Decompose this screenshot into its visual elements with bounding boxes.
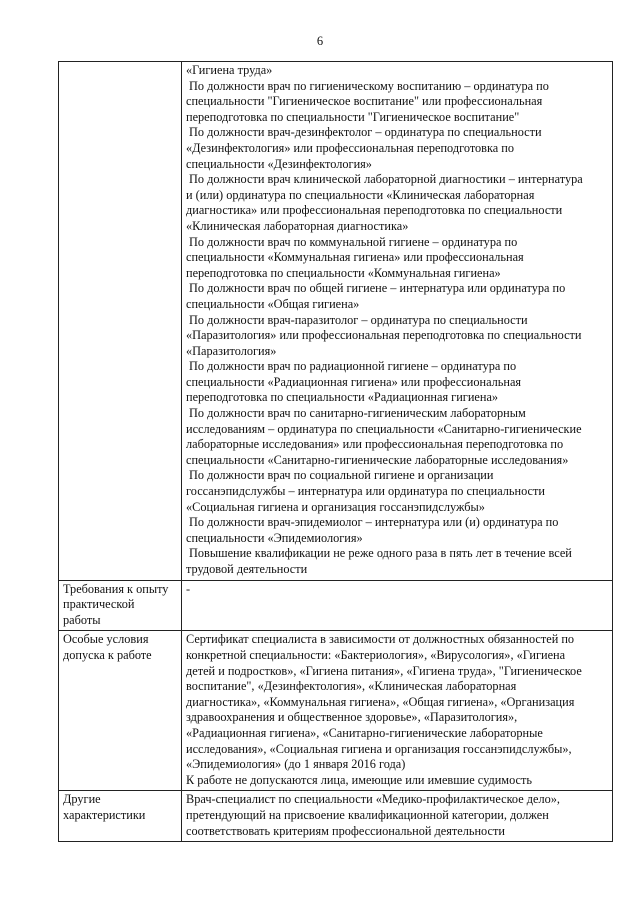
- table-row-other: [59, 791, 613, 842]
- label-line: Особые условия: [63, 632, 149, 647]
- text-line: специальности «Радиационная гигиена» или профессиональная: [186, 374, 522, 389]
- experience-value: -: [186, 581, 191, 596]
- text-line: По должности врач по санитарно-гигиеническим лабораторным: [189, 406, 526, 421]
- text-line: диагностика» или профессиональная переподготовка по специальности: [186, 203, 563, 218]
- row-label-empty: [59, 62, 182, 581]
- label-line: Требования к опыту: [63, 581, 169, 596]
- label-line: практической: [63, 597, 135, 612]
- text-line: «Гигиена труда»: [186, 63, 273, 77]
- text-line: переподготовка по специальности «Коммунальная гигиена»: [186, 265, 501, 280]
- text-line: здравоохранения и общественное здоровье», «Паразитология»,: [186, 710, 518, 725]
- education-requirements-cell: [182, 62, 613, 581]
- text-line: переподготовка по специальности "Гигиеническое воспитание": [186, 109, 520, 124]
- text-line: госсанэпидслужбы – интернатура или ординатура по специальности: [186, 484, 545, 499]
- text-line: По должности врач-эпидемиолог – интернатура или (и) ординатура по: [189, 515, 559, 530]
- table-row-special-conditions: [59, 631, 613, 791]
- label-line: работы: [63, 612, 101, 627]
- text-line: специальности «Санитарно-гигиенические лабораторные исследования»: [186, 452, 569, 467]
- text-line: «Дезинфектология» или профессиональная переподготовка по: [186, 140, 515, 155]
- text-line: По должности врач по коммунальной гигиене – ординатура по: [189, 234, 518, 249]
- text-line: специальности «Дезинфектология»: [186, 156, 372, 171]
- text-line: трудовой деятельности: [186, 562, 308, 576]
- label-line: характеристики: [63, 807, 146, 822]
- text-line: «Социальная гигиена и организация госсанэпидслужбы»: [186, 499, 485, 514]
- page-number: 6: [316, 34, 324, 48]
- text-line: По должности врач по общей гигиене – интернатура или ординатура по: [189, 281, 566, 296]
- text-line: «Радиационная гигиена», «Санитарно-гигиенические лабораторные: [186, 725, 543, 740]
- text-line: соответствовать критериям профессиональной деятельности: [186, 823, 505, 838]
- text-line: «Клиническая лабораторная диагностика»: [186, 218, 409, 233]
- label-line: допуска к работе: [63, 647, 152, 662]
- text-line: По должности врач-дезинфектолог – ординатура по специальности: [189, 125, 542, 140]
- text-line: претендующий на присвоение квалификационной категории, должен: [186, 807, 549, 822]
- row-label-other: [59, 791, 182, 842]
- text-line: переподготовка по специальности «Радиационная гигиена»: [186, 390, 499, 405]
- text-line: «Паразитология» или профессиональная переподготовка по специальности: [186, 328, 582, 343]
- text-line: исследования», «Социальная гигиена и организация госсанэпидслужбы»,: [186, 741, 572, 756]
- text-line: К работе не допускаются лица, имеющие или имевшие судимость: [186, 772, 532, 787]
- text-line: исследованиям – ординатура по специальности «Санитарно-гигиенические: [186, 421, 582, 436]
- text-line: диагностика», «Коммунальная гигиена», «Общая гигиена», «Организация: [186, 694, 575, 709]
- row-label-experience: [59, 580, 182, 631]
- text-line: Врач-специалист по специальности «Медико-профилактическое дело»,: [186, 792, 560, 807]
- text-line: специальности «Эпидемиология»: [186, 530, 363, 545]
- text-line: «Эпидемиология» (до 1 января 2016 года): [186, 757, 406, 772]
- text-line: По должности врач клинической лабораторной диагностики – интернатура: [189, 172, 583, 187]
- text-line: По должности врач по гигиеническому воспитанию – ординатура по: [189, 78, 549, 93]
- text-line: Сертификат специалиста в зависимости от должностных обязанностей по: [186, 632, 575, 647]
- text-line: конкретной специальности: «Бактериология», «Вирусология», «Гигиена: [186, 647, 566, 662]
- text-line: и (или) ординатура по специальности «Клиническая лабораторная: [186, 187, 535, 202]
- label-line: Другие: [63, 792, 101, 807]
- text-line: «Паразитология»: [186, 343, 277, 358]
- text-line: детей и подростков», «Гигиена питания», «Гигиена труда», "Гигиеническое: [186, 663, 582, 678]
- text-line: По должности врач-паразитолог – ординатура по специальности: [189, 312, 528, 327]
- text-line: воспитание", «Дезинфектология», «Клиническая лабораторная: [186, 679, 517, 694]
- text-line: По должности врач по радиационной гигиене – ординатура по: [189, 359, 517, 374]
- text-line: специальности «Коммунальная гигиена» или профессиональная: [186, 250, 524, 265]
- row-label-special-conditions: [59, 631, 182, 791]
- text-line: лабораторные исследования» или профессиональная переподготовка по: [186, 437, 564, 452]
- text-line: Повышение квалификации не реже одного раза в пять лет в течение всей: [189, 546, 572, 561]
- experience-value-cell: [182, 580, 613, 631]
- special-conditions-cell: [182, 631, 613, 791]
- text-line: По должности врач по социальной гигиене и организации: [189, 468, 494, 483]
- table-row-continuation: [59, 62, 613, 581]
- requirements-table: [58, 61, 613, 842]
- text-line: специальности "Гигиеническое воспитание" или профессиональная: [186, 94, 543, 109]
- text-line: специальности «Общая гигиена»: [186, 296, 360, 311]
- table-row-experience: [59, 580, 613, 631]
- other-characteristics-cell: [182, 791, 613, 842]
